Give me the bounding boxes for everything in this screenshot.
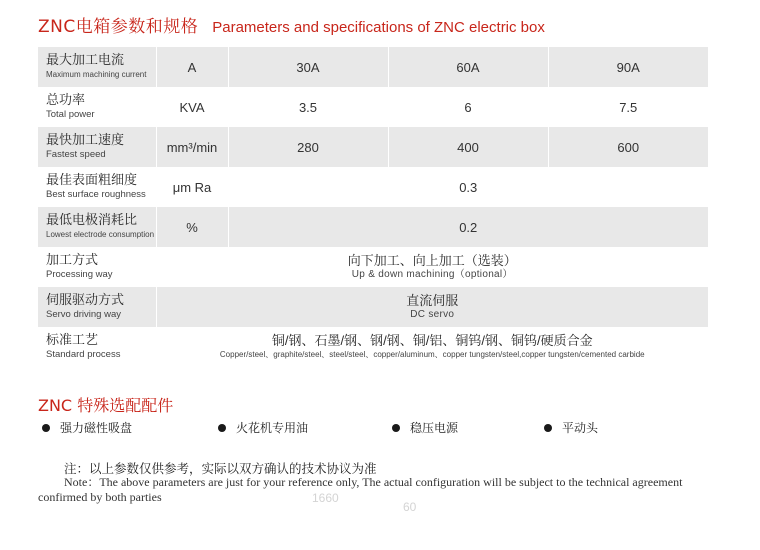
row-value: 3.5 [228,87,388,127]
row-value: 7.5 [548,87,708,127]
row-value: 600 [548,127,708,167]
list-item: 强力磁性吸盘 [42,419,132,436]
note-chinese: 注：以上参数仅供参考，实际以双方确认的技术协议为准 [64,461,377,476]
table-row [38,287,708,327]
table-row [38,247,708,287]
row-label: 最佳表面粗细度 Best surface roughness [38,167,156,207]
list-item: 稳压电源 [392,419,458,436]
table-row [38,47,708,87]
faded-background-number: 60 [403,500,417,514]
row-unit: % [156,207,228,247]
bullet-icon [42,424,50,432]
table-row [38,167,708,207]
row-unit: A [156,47,228,87]
row-label: 加工方式 Processing way [38,247,156,287]
row-label: 伺服驱动方式 Servo driving way [38,287,156,327]
title-chinese: ZNC电箱参数和规格 [38,17,199,37]
faded-background-number: 1660 [312,491,339,505]
row-label: 最低电极消耗比 Lowest electrode consumption [38,207,156,247]
table-row [38,207,708,247]
table-row [38,327,708,367]
row-value: 280 [228,127,388,167]
note-english: Note：The above parameters are just for your reference only, The actual configuration will be subject to the technical agreement confirmed by both parties [38,475,683,504]
special-accessories-list [38,419,678,439]
row-label: 最大加工电流 Maximum machining current [38,47,156,87]
list-item: 平动头 [544,419,598,436]
row-value: 向下加工、向上加工（选装） Up & down machining（optional） [156,247,708,287]
row-value: 0.3 [228,167,708,207]
row-value: 30A [228,47,388,87]
row-unit: mm³/min [156,127,228,167]
row-label: 总功率 Total power [38,87,156,127]
row-value: 直流伺服 DC servo [156,287,708,327]
row-label: 最快加工速度 Fastest speed [38,127,156,167]
list-item: 火花机专用油 [218,419,308,436]
row-value: 0.2 [228,207,708,247]
special-accessories-heading: ZNC 特殊选配配件 [38,396,174,415]
row-value: 铜/钢、石墨/钢、钢/钢、铜/铝、铜钨/钢、铜钨/硬质合金 Copper/steel、graphite/steel、steel/steel、copper/aluminum、copper tungsten/steel,copper tungsten/cemented carbide [156,327,708,367]
bullet-icon [544,424,552,432]
row-unit: KVA [156,87,228,127]
table-row [38,127,708,167]
title-english: Parameters and specifications of ZNC electric box [212,19,545,36]
page-title [38,12,545,38]
bullet-icon [218,424,226,432]
row-label: 标准工艺 Standard process [38,327,156,367]
bullet-icon [392,424,400,432]
row-value: 6 [388,87,548,127]
spec-table [38,47,708,367]
table-row [38,87,708,127]
row-value: 60A [388,47,548,87]
row-unit: μm Ra [156,167,228,207]
row-value: 90A [548,47,708,87]
row-value: 400 [388,127,548,167]
